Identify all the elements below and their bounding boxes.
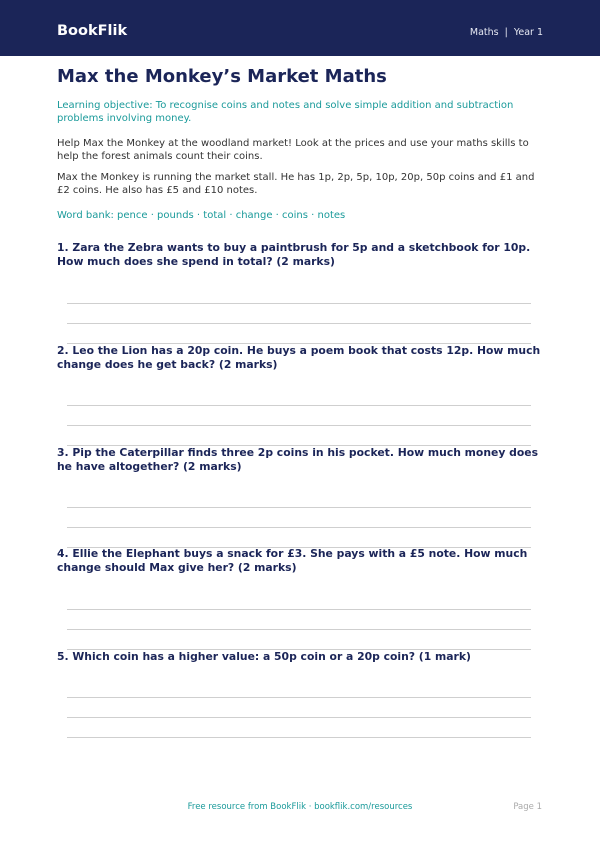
word-bank: Word bank: pence · pounds · total · change · coins · notes [57,210,346,221]
brand-logo-text[interactable]: BookFlik [57,23,128,39]
answer-line[interactable] [67,629,531,630]
answer-line[interactable] [67,507,531,508]
answer-line[interactable] [67,323,531,324]
footer-credit-link[interactable]: Free resource from BookFlik · bookflik.com/resources [187,802,413,812]
intro-paragraph-2: Max the Monkey is running the market stall. He has 1p, 2p, 5p, 10p, 20p, 50p coins and £1 and £2 coins. He also has £5 and £10 notes. [57,172,535,196]
answer-line[interactable] [67,697,531,698]
page-title: Max the Monkey’s Market Maths [57,66,387,87]
page-number: Page 1 [513,802,542,812]
answer-line[interactable] [67,737,531,738]
answer-line[interactable] [67,405,531,406]
intro-paragraph-1: Help Max the Monkey at the woodland market! Look at the prices and use your maths skills to help the forest animals count their coins. [57,138,529,162]
answer-line[interactable] [67,527,531,528]
question-5: 5. Which coin has a higher value: a 50p coin or a 20p coin? (1 mark) [57,650,471,663]
answer-line[interactable] [67,303,531,304]
level-label: Year 1 [513,27,543,38]
answer-line[interactable] [67,717,531,718]
question-4: 4. Ellie the Elephant buys a snack for £3. She pays with a £5 note. How much change should Max give her? (2 marks) [57,547,528,574]
subject-label: Maths [469,27,499,38]
answer-line[interactable] [67,425,531,426]
breadcrumb [470,27,543,38]
question-3: 3. Pip the Caterpillar finds three 2p coins in his pocket. How much money does he have altogether? (2 marks) [57,446,539,473]
header-bar [0,0,600,56]
answer-line[interactable] [67,609,531,610]
question-1: 1. Zara the Zebra wants to buy a paintbrush for 5p and a sketchbook for 10p. How much does she spend in total? (2 marks) [57,241,531,268]
breadcrumb-separator: | [504,27,508,38]
question-2: 2. Leo the Lion has a 20p coin. He buys a poem book that costs 12p. How much change does he get back? (2 marks) [57,344,541,371]
learning-objective: Learning objective: To recognise coins and notes and solve simple addition and subtraction problems involving money. [57,100,514,124]
